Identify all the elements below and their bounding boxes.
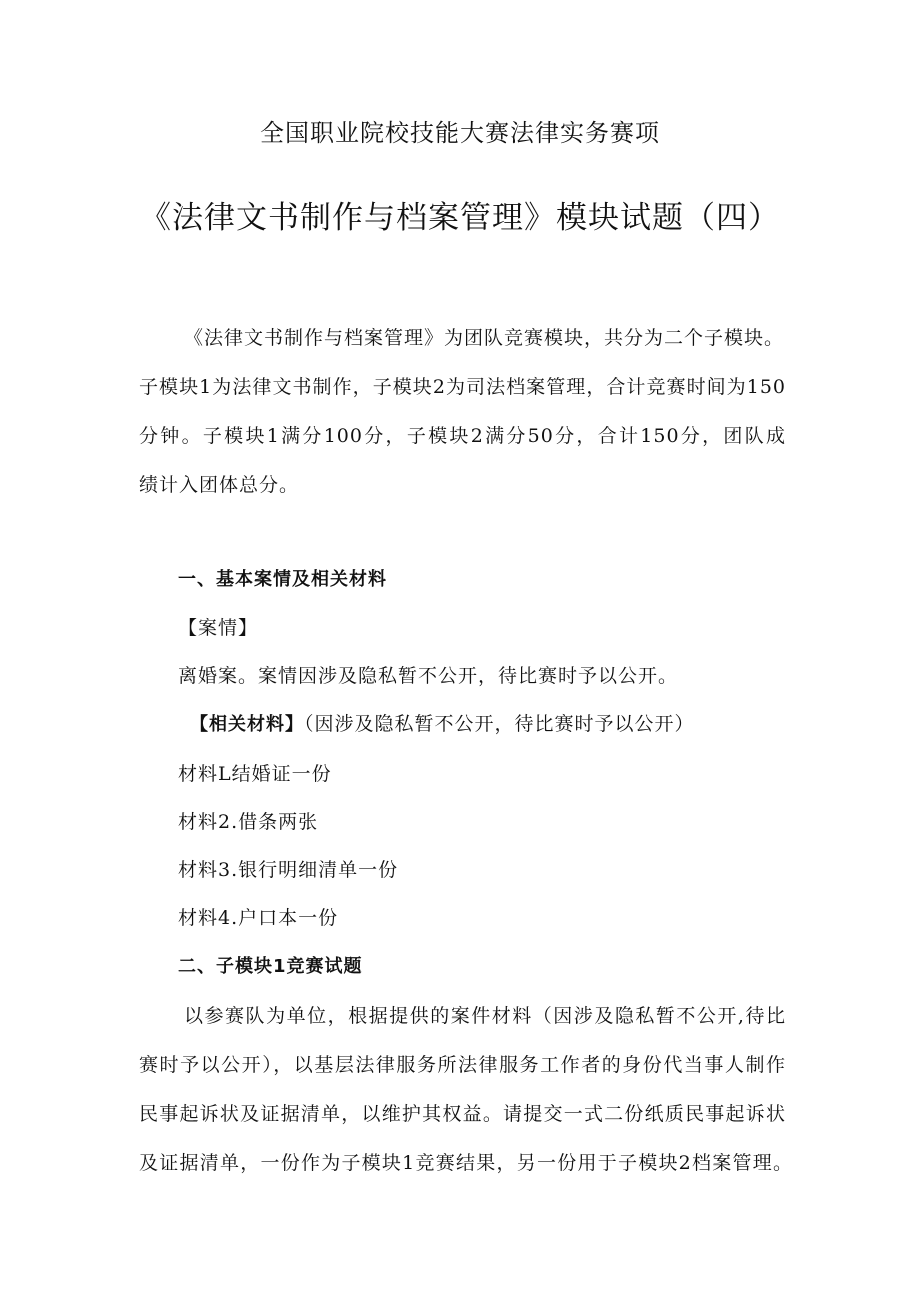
intro-line: 《法律文书制作与档案管理》为团队竞赛模块，共分为二个子模块。 [184,327,785,349]
section-heading: 二、子模块1竞赛试题 [178,956,363,977]
intro-line: 分钟。子模块1满分100分，子模块2满分50分，合计150分，团队成 [139,425,786,447]
intro-line: 子模块1为法律文书制作，子模块2为司法档案管理，合计竞赛时间为150 [139,376,786,398]
intro-line: 绩计入团体总分。 [139,474,300,496]
section2-line: 赛时予以公开），以基层法律服务所法律服务工作者的身份代当事人制作 [139,1054,786,1076]
materials-note: （因涉及隐私暂不公开，待比赛时予以公开） [304,713,695,735]
material-item: 材料3.银行明细清单一份 [178,859,399,881]
case-label: 【案情】 [178,617,259,639]
materials-heading [190,712,695,737]
material-item: 材料2.借条两张 [178,811,319,833]
document-subtitle: 《法律文书制作与档案管理》模块试题（四） [140,200,780,236]
section2-line: 以参赛队为单位，根据提供的案件材料（因涉及隐私暂不公开,待比 [184,1005,786,1027]
section2-line: 及证据清单，一份作为子模块1竞赛结果，另一份用于子模块2档案管理。 [139,1152,793,1174]
document-title: 全国职业院校技能大赛法律实务赛项 [260,119,660,147]
case-text: 离婚案。案情因涉及隐私暂不公开，待比赛时予以公开。 [178,665,679,687]
materials-label: 【相关材料】 [190,714,304,735]
material-item: 材料L结婚证一份 [178,763,332,785]
section2-line: 民事起诉状及证据清单，以维护其权益。请提交一式二份纸质民事起诉状 [139,1103,786,1125]
section-heading: 一、基本案情及相关材料 [178,569,387,590]
material-item: 材料4.户口本一份 [178,907,339,929]
